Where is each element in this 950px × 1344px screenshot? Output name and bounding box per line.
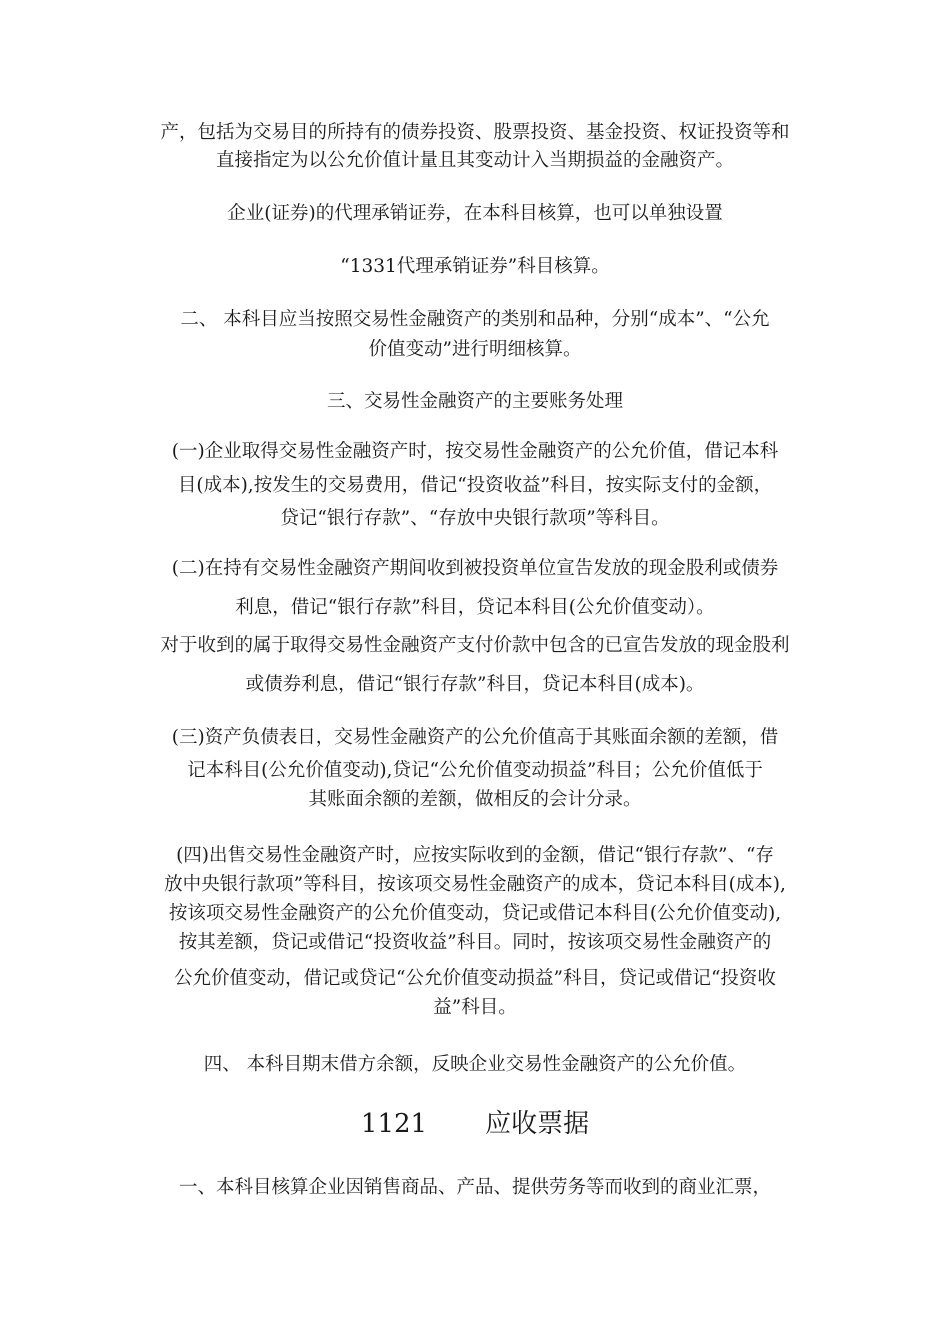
paragraph-line: 其账面余额的差额，做相反的会计分录。	[308, 789, 642, 810]
paragraph-line: “1331代理承销证券”科目核算。	[340, 256, 610, 277]
paragraph-line: 二、 本科目应当按照交易性金融资产的类别和品种，分别“成本”、“公允	[180, 309, 770, 330]
paragraph-line: 记本科目(公允价值变动),贷记“公允价值变动损益”科目；公允价值低于	[187, 760, 763, 781]
paragraph-line: 价值变动”进行明细核算。	[368, 339, 582, 360]
account-code: 1121	[360, 1109, 428, 1139]
paragraph-line: 贷记“银行存款”、“存放中央银行款项”等科目。	[280, 508, 670, 529]
paragraph-line: 一、本科目核算企业因销售商品、产品、提供劳务等而收到的商业汇票，	[178, 1177, 771, 1198]
paragraph-line: 按其差额，贷记或借记“投资收益”科目。同时，按该项交易性金融资产的	[178, 932, 772, 953]
paragraph-line: 或债券利息，借记“银行存款”科目，贷记本科目(成本)。	[245, 674, 705, 695]
paragraph-line: 益”科目。	[433, 997, 517, 1018]
paragraph-line: 产，包括为交易目的所持有的债券投资、股票投资、基金投资、权证投资等和	[160, 122, 790, 143]
paragraph-line: (四)出售交易性金融资产时，应按实际收到的金额，借记“银行存款”、“存	[176, 845, 774, 866]
paragraph-line: 利息，借记“银行存款”科目，贷记本科目(公允价值变动）。	[235, 597, 715, 618]
section-subheading: 三、交易性金融资产的主要账务处理	[326, 391, 623, 412]
account-heading	[0, 1107, 950, 1141]
paragraph-line: 公允价值变动，借记或贷记“公允价值变动损益”科目，贷记或借记“投资收	[174, 968, 776, 989]
paragraph-line: 直接指定为以公允价值计量且其变动计入当期损益的金融资产。	[215, 150, 734, 171]
paragraph-line: 对于收到的属于取得交易性金融资产支付价款中包含的已宣告发放的现金股利	[160, 635, 790, 656]
paragraph-line: 放中央银行款项”等科目，按该项交易性金融资产的成本，贷记本科目(成本),	[164, 874, 786, 895]
paragraph-line: 企业(证券)的代理承销证券，在本科目核算，也可以单独设置	[227, 203, 723, 224]
paragraph-line: 按该项交易性金融资产的公允价值变动，贷记或借记本科目(公允价值变动),	[168, 903, 782, 924]
paragraph-line: 目(成本),按发生的交易费用，借记“投资收益”科目，按实际支付的金额，	[177, 475, 773, 496]
paragraph-line: (二)在持有交易性金融资产期间收到被投资单位宣告发放的现金股利或债券	[171, 558, 779, 579]
account-title: 应收票据	[485, 1109, 590, 1139]
paragraph-line: 四、 本科目期末借方余额，反映企业交易性金融资产的公允价值。	[203, 1054, 747, 1075]
paragraph-line: (一)企业取得交易性金融资产时，按交易性金融资产的公允价值，借记本科	[171, 441, 779, 462]
paragraph-line: (三)资产负债表日，交易性金融资产的公允价值高于其账面余额的差额，借	[171, 727, 779, 748]
